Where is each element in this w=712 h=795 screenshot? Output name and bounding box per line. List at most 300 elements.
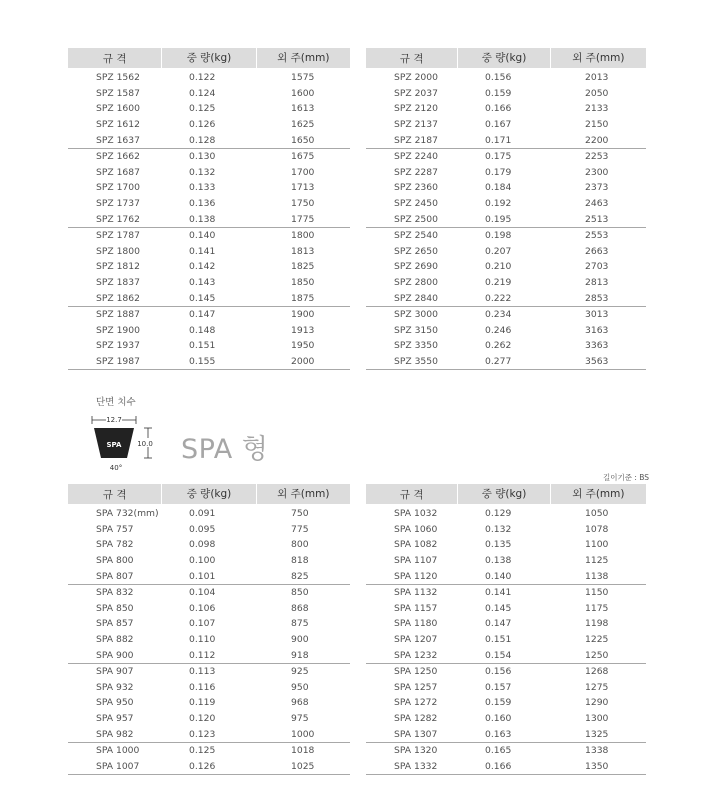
spec-cell: SPA 1007 bbox=[96, 760, 140, 772]
circumference-cell: 1813 bbox=[291, 245, 315, 257]
header-weight: 중 량(kg) bbox=[161, 48, 255, 68]
table-row bbox=[366, 663, 646, 680]
table-row bbox=[366, 148, 646, 165]
table-row bbox=[366, 338, 646, 354]
spec-cell: SPZ 2690 bbox=[394, 261, 438, 273]
circumference-cell: 1875 bbox=[291, 292, 315, 304]
table-row bbox=[68, 70, 350, 86]
table-row bbox=[366, 553, 646, 569]
spec-cell: SPA 1332 bbox=[394, 760, 438, 772]
weight-cell: 0.179 bbox=[485, 166, 512, 178]
weight-cell: 0.141 bbox=[189, 245, 216, 257]
table-row bbox=[366, 211, 646, 227]
circumference-cell: 1125 bbox=[585, 555, 609, 567]
circumference-cell: 1675 bbox=[291, 151, 315, 163]
circumference-cell: 825 bbox=[291, 570, 309, 582]
table-row bbox=[68, 506, 350, 522]
circumference-cell: 775 bbox=[291, 523, 309, 535]
angle-dimension: 40° bbox=[109, 464, 123, 472]
circumference-cell: 1198 bbox=[585, 618, 609, 630]
spec-cell: SPZ 1900 bbox=[96, 324, 140, 336]
table-row bbox=[68, 306, 350, 323]
weight-cell: 0.124 bbox=[189, 87, 216, 99]
circumference-cell: 1150 bbox=[585, 587, 609, 599]
spec-cell: SPZ 1800 bbox=[96, 245, 140, 257]
circumference-cell: 950 bbox=[291, 681, 309, 693]
weight-cell: 0.165 bbox=[485, 745, 512, 757]
table-row bbox=[366, 568, 646, 584]
spec-cell: SPZ 2500 bbox=[394, 213, 438, 225]
header-circumference: 외 주(mm) bbox=[256, 48, 350, 68]
spec-cell: SPA 1250 bbox=[394, 666, 438, 678]
spec-cell: SPA 800 bbox=[96, 555, 134, 567]
section-title: SPA 형 bbox=[181, 434, 269, 465]
table-row bbox=[366, 632, 646, 648]
table-row bbox=[366, 275, 646, 291]
weight-cell: 0.159 bbox=[485, 697, 512, 709]
table-row bbox=[366, 537, 646, 553]
spec-cell: SPZ 3000 bbox=[394, 309, 438, 321]
header-weight: 중 량(kg) bbox=[457, 48, 549, 68]
table-row bbox=[366, 742, 646, 759]
table-row bbox=[366, 506, 646, 522]
spec-cell: SPZ 1687 bbox=[96, 166, 140, 178]
weight-cell: 0.140 bbox=[189, 230, 216, 242]
circumference-cell: 1078 bbox=[585, 523, 609, 535]
circumference-cell: 1750 bbox=[291, 198, 315, 210]
circumference-cell: 1913 bbox=[291, 324, 315, 336]
spec-cell: SPZ 1637 bbox=[96, 134, 140, 146]
table-row bbox=[68, 695, 350, 711]
weight-cell: 0.123 bbox=[189, 728, 216, 740]
spec-cell: SPZ 2540 bbox=[394, 230, 438, 242]
weight-cell: 0.277 bbox=[485, 355, 512, 367]
table-row bbox=[68, 323, 350, 339]
circumference-cell: 850 bbox=[291, 587, 309, 599]
spec-cell: SPZ 2000 bbox=[394, 72, 438, 84]
spec-cell: SPZ 1700 bbox=[96, 182, 140, 194]
table-row bbox=[68, 259, 350, 275]
spec-cell: SPA 1157 bbox=[394, 602, 438, 614]
spec-cell: SPZ 2037 bbox=[394, 87, 438, 99]
spec-cell: SPA 1307 bbox=[394, 728, 438, 740]
table-row bbox=[68, 632, 350, 648]
header-weight: 중 량(kg) bbox=[161, 484, 255, 504]
height-dimension: 10.0 bbox=[137, 440, 153, 448]
table-row bbox=[68, 680, 350, 696]
weight-cell: 0.142 bbox=[189, 261, 216, 273]
spa-table-right bbox=[366, 484, 646, 775]
circumference-cell: 1350 bbox=[585, 760, 609, 772]
table-row bbox=[68, 584, 350, 601]
circumference-cell: 2813 bbox=[585, 277, 609, 289]
circumference-cell: 2553 bbox=[585, 230, 609, 242]
table-header bbox=[366, 484, 646, 504]
spec-cell: SPZ 1587 bbox=[96, 87, 140, 99]
table-row bbox=[366, 227, 646, 244]
table-header bbox=[68, 484, 350, 504]
table-row bbox=[366, 601, 646, 617]
weight-cell: 0.222 bbox=[485, 292, 512, 304]
spz-table-left bbox=[68, 48, 350, 370]
width-dimension: 12.7 bbox=[106, 416, 122, 424]
circumference-cell: 1100 bbox=[585, 539, 609, 551]
weight-cell: 0.125 bbox=[189, 745, 216, 757]
weight-cell: 0.110 bbox=[189, 634, 216, 646]
weight-cell: 0.151 bbox=[189, 340, 216, 352]
spec-cell: SPA 1082 bbox=[394, 539, 438, 551]
spec-cell: SPZ 3350 bbox=[394, 340, 438, 352]
spec-cell: SPA 932 bbox=[96, 681, 134, 693]
spec-cell: SPA 832 bbox=[96, 587, 134, 599]
spec-cell: SPA 1320 bbox=[394, 745, 438, 757]
circumference-cell: 1600 bbox=[291, 87, 315, 99]
table-row bbox=[68, 663, 350, 680]
circumference-cell: 975 bbox=[291, 713, 309, 725]
spec-cell: SPA 882 bbox=[96, 634, 134, 646]
circumference-cell: 2200 bbox=[585, 134, 609, 146]
weight-cell: 0.159 bbox=[485, 87, 512, 99]
header-spec: 규 격 bbox=[399, 52, 424, 65]
table-row bbox=[366, 86, 646, 102]
weight-cell: 0.154 bbox=[485, 649, 512, 661]
table-row bbox=[366, 584, 646, 601]
profile-label: SPA bbox=[106, 441, 122, 449]
spec-cell: SPA 950 bbox=[96, 697, 134, 709]
table-row bbox=[68, 568, 350, 584]
header-weight: 중 량(kg) bbox=[457, 484, 549, 504]
circumference-cell: 2253 bbox=[585, 151, 609, 163]
table-row bbox=[366, 101, 646, 117]
weight-cell: 0.148 bbox=[189, 324, 216, 336]
circumference-cell: 1225 bbox=[585, 634, 609, 646]
spec-cell: SPA 857 bbox=[96, 618, 134, 630]
spec-cell: SPZ 1787 bbox=[96, 230, 140, 242]
circumference-cell: 1800 bbox=[291, 230, 315, 242]
spec-cell: SPZ 2360 bbox=[394, 182, 438, 194]
weight-cell: 0.128 bbox=[189, 134, 216, 146]
circumference-cell: 1250 bbox=[585, 649, 609, 661]
table-row bbox=[366, 244, 646, 260]
weight-cell: 0.157 bbox=[485, 681, 512, 693]
spec-cell: SPZ 1662 bbox=[96, 151, 140, 163]
circumference-cell: 2013 bbox=[585, 72, 609, 84]
spec-cell: SPA 732(mm) bbox=[96, 508, 159, 520]
weight-cell: 0.091 bbox=[189, 508, 216, 520]
table-row bbox=[68, 86, 350, 102]
spec-cell: SPA 1207 bbox=[394, 634, 438, 646]
spec-cell: SPA 1000 bbox=[96, 745, 140, 757]
circumference-cell: 918 bbox=[291, 649, 309, 661]
table-row bbox=[366, 680, 646, 696]
circumference-cell: 925 bbox=[291, 666, 309, 678]
spec-cell: SPZ 2240 bbox=[394, 151, 438, 163]
spec-cell: SPZ 1937 bbox=[96, 340, 140, 352]
weight-cell: 0.166 bbox=[485, 103, 512, 115]
spec-cell: SPZ 1862 bbox=[96, 292, 140, 304]
circumference-cell: 1018 bbox=[291, 745, 315, 757]
weight-cell: 0.246 bbox=[485, 324, 512, 336]
spec-cell: SPA 1232 bbox=[394, 649, 438, 661]
section-label: 단면 치수 bbox=[96, 397, 136, 408]
table-row bbox=[68, 132, 350, 148]
weight-cell: 0.132 bbox=[485, 523, 512, 535]
table-row bbox=[68, 196, 350, 212]
table-row bbox=[68, 647, 350, 663]
table-row bbox=[68, 601, 350, 617]
weight-cell: 0.145 bbox=[189, 292, 216, 304]
weight-cell: 0.112 bbox=[189, 649, 216, 661]
spec-cell: SPA 807 bbox=[96, 570, 134, 582]
weight-cell: 0.175 bbox=[485, 151, 512, 163]
weight-cell: 0.143 bbox=[189, 277, 216, 289]
spec-cell: SPZ 1887 bbox=[96, 309, 140, 321]
weight-cell: 0.138 bbox=[485, 555, 512, 567]
weight-cell: 0.133 bbox=[189, 182, 216, 194]
circumference-cell: 1825 bbox=[291, 261, 315, 273]
circumference-cell: 3013 bbox=[585, 309, 609, 321]
spec-cell: SPZ 1837 bbox=[96, 277, 140, 289]
circumference-cell: 1300 bbox=[585, 713, 609, 725]
header-spec: 규 격 bbox=[399, 488, 424, 501]
weight-cell: 0.095 bbox=[189, 523, 216, 535]
table-row bbox=[68, 354, 350, 370]
length-standard-note: 길이기준 : BS bbox=[603, 473, 650, 482]
weight-cell: 0.207 bbox=[485, 245, 512, 257]
weight-cell: 0.129 bbox=[485, 508, 512, 520]
table-row bbox=[366, 695, 646, 711]
table-body bbox=[68, 70, 350, 370]
weight-cell: 0.120 bbox=[189, 713, 216, 725]
circumference-cell: 1950 bbox=[291, 340, 315, 352]
table-row bbox=[68, 244, 350, 260]
table-header bbox=[366, 48, 646, 68]
weight-cell: 0.126 bbox=[189, 760, 216, 772]
table-body bbox=[366, 506, 646, 775]
circumference-cell: 1138 bbox=[585, 570, 609, 582]
spec-cell: SPZ 2450 bbox=[394, 198, 438, 210]
weight-cell: 0.100 bbox=[189, 555, 216, 567]
circumference-cell: 900 bbox=[291, 634, 309, 646]
spec-cell: SPA 900 bbox=[96, 649, 134, 661]
table-row bbox=[68, 101, 350, 117]
table-row bbox=[366, 165, 646, 181]
table-row bbox=[68, 117, 350, 133]
spec-cell: SPA 782 bbox=[96, 539, 134, 551]
table-row bbox=[68, 338, 350, 354]
table-row bbox=[366, 759, 646, 775]
spec-cell: SPA 1257 bbox=[394, 681, 438, 693]
spec-cell: SPZ 1562 bbox=[96, 72, 140, 84]
circumference-cell: 1050 bbox=[585, 508, 609, 520]
circumference-cell: 1900 bbox=[291, 309, 315, 321]
spec-cell: SPZ 1762 bbox=[96, 213, 140, 225]
circumference-cell: 2150 bbox=[585, 119, 609, 131]
circumference-cell: 2373 bbox=[585, 182, 609, 194]
spec-cell: SPZ 3550 bbox=[394, 355, 438, 367]
table-row bbox=[366, 354, 646, 370]
header-spec: 규 격 bbox=[102, 488, 127, 501]
weight-cell: 0.104 bbox=[189, 587, 216, 599]
spec-cell: SPA 1180 bbox=[394, 618, 438, 630]
circumference-cell: 750 bbox=[291, 508, 309, 520]
header-spec: 규 격 bbox=[102, 52, 127, 65]
weight-cell: 0.113 bbox=[189, 666, 216, 678]
spec-cell: SPA 957 bbox=[96, 713, 134, 725]
table-row bbox=[366, 647, 646, 663]
circumference-cell: 1000 bbox=[291, 728, 315, 740]
header-circumference: 외 주(mm) bbox=[550, 484, 646, 504]
table-row bbox=[366, 132, 646, 148]
weight-cell: 0.151 bbox=[485, 634, 512, 646]
spec-cell: SPZ 1987 bbox=[96, 355, 140, 367]
circumference-cell: 2853 bbox=[585, 292, 609, 304]
weight-cell: 0.163 bbox=[485, 728, 512, 740]
table-row bbox=[68, 742, 350, 759]
circumference-cell: 1713 bbox=[291, 182, 315, 194]
weight-cell: 0.155 bbox=[189, 355, 216, 367]
spec-cell: SPA 907 bbox=[96, 666, 134, 678]
weight-cell: 0.195 bbox=[485, 213, 512, 225]
table-row bbox=[366, 180, 646, 196]
spec-cell: SPZ 2840 bbox=[394, 292, 438, 304]
weight-cell: 0.198 bbox=[485, 230, 512, 242]
circumference-cell: 1290 bbox=[585, 697, 609, 709]
spec-cell: SPA 1032 bbox=[394, 508, 438, 520]
spec-cell: SPZ 2800 bbox=[394, 277, 438, 289]
table-row bbox=[68, 211, 350, 227]
spec-cell: SPZ 2120 bbox=[394, 103, 438, 115]
circumference-cell: 2133 bbox=[585, 103, 609, 115]
table-row bbox=[68, 537, 350, 553]
weight-cell: 0.147 bbox=[189, 309, 216, 321]
circumference-cell: 2050 bbox=[585, 87, 609, 99]
table-body bbox=[68, 506, 350, 775]
spz-table-right bbox=[366, 48, 646, 370]
weight-cell: 0.219 bbox=[485, 277, 512, 289]
circumference-cell: 1625 bbox=[291, 119, 315, 131]
weight-cell: 0.116 bbox=[189, 681, 216, 693]
table-row bbox=[366, 616, 646, 632]
weight-cell: 0.136 bbox=[189, 198, 216, 210]
spec-cell: SPZ 3150 bbox=[394, 324, 438, 336]
weight-cell: 0.140 bbox=[485, 570, 512, 582]
table-header bbox=[68, 48, 350, 68]
table-row bbox=[68, 148, 350, 165]
header-circumference: 외 주(mm) bbox=[256, 484, 350, 504]
spec-cell: SPA 1120 bbox=[394, 570, 438, 582]
table-row bbox=[366, 522, 646, 538]
spa-table-left bbox=[68, 484, 350, 775]
circumference-cell: 1175 bbox=[585, 602, 609, 614]
spec-cell: SPZ 2137 bbox=[394, 119, 438, 131]
circumference-cell: 875 bbox=[291, 618, 309, 630]
circumference-cell: 868 bbox=[291, 602, 309, 614]
table-row bbox=[366, 117, 646, 133]
circumference-cell: 2663 bbox=[585, 245, 609, 257]
weight-cell: 0.210 bbox=[485, 261, 512, 273]
circumference-cell: 1338 bbox=[585, 745, 609, 757]
spec-cell: SPZ 1600 bbox=[96, 103, 140, 115]
weight-cell: 0.160 bbox=[485, 713, 512, 725]
spec-cell: SPA 1060 bbox=[394, 523, 438, 535]
circumference-cell: 2000 bbox=[291, 355, 315, 367]
spec-cell: SPZ 1812 bbox=[96, 261, 140, 273]
weight-cell: 0.156 bbox=[485, 72, 512, 84]
table-row bbox=[68, 275, 350, 291]
weight-cell: 0.098 bbox=[189, 539, 216, 551]
table-row bbox=[68, 616, 350, 632]
circumference-cell: 3363 bbox=[585, 340, 609, 352]
weight-cell: 0.119 bbox=[189, 697, 216, 709]
circumference-cell: 1325 bbox=[585, 728, 609, 740]
spec-cell: SPZ 2287 bbox=[394, 166, 438, 178]
weight-cell: 0.184 bbox=[485, 182, 512, 194]
weight-cell: 0.130 bbox=[189, 151, 216, 163]
weight-cell: 0.132 bbox=[189, 166, 216, 178]
table-row bbox=[68, 290, 350, 306]
weight-cell: 0.192 bbox=[485, 198, 512, 210]
weight-cell: 0.107 bbox=[189, 618, 216, 630]
table-row bbox=[366, 323, 646, 339]
spec-cell: SPA 982 bbox=[96, 728, 134, 740]
spa-cross-section-diagram bbox=[90, 410, 170, 472]
circumference-cell: 1575 bbox=[291, 72, 315, 84]
table-row bbox=[68, 180, 350, 196]
table-body bbox=[366, 70, 646, 370]
circumference-cell: 1700 bbox=[291, 166, 315, 178]
spec-cell: SPZ 2187 bbox=[394, 134, 438, 146]
table-row bbox=[366, 259, 646, 275]
circumference-cell: 1275 bbox=[585, 681, 609, 693]
weight-cell: 0.145 bbox=[485, 602, 512, 614]
circumference-cell: 2300 bbox=[585, 166, 609, 178]
weight-cell: 0.122 bbox=[189, 72, 216, 84]
weight-cell: 0.156 bbox=[485, 666, 512, 678]
weight-cell: 0.101 bbox=[189, 570, 216, 582]
weight-cell: 0.262 bbox=[485, 340, 512, 352]
spec-cell: SPZ 2650 bbox=[394, 245, 438, 257]
circumference-cell: 1268 bbox=[585, 666, 609, 678]
circumference-cell: 800 bbox=[291, 539, 309, 551]
table-row bbox=[68, 227, 350, 244]
table-row bbox=[366, 711, 646, 727]
table-row bbox=[366, 726, 646, 742]
spec-cell: SPA 1132 bbox=[394, 587, 438, 599]
spec-cell: SPA 850 bbox=[96, 602, 134, 614]
spec-cell: SPA 1107 bbox=[394, 555, 438, 567]
spec-cell: SPA 1282 bbox=[394, 713, 438, 725]
weight-cell: 0.141 bbox=[485, 587, 512, 599]
weight-cell: 0.135 bbox=[485, 539, 512, 551]
circumference-cell: 1613 bbox=[291, 103, 315, 115]
table-row bbox=[68, 553, 350, 569]
table-row bbox=[68, 165, 350, 181]
circumference-cell: 1775 bbox=[291, 213, 315, 225]
circumference-cell: 1850 bbox=[291, 277, 315, 289]
table-row bbox=[366, 70, 646, 86]
table-row bbox=[68, 711, 350, 727]
circumference-cell: 3563 bbox=[585, 355, 609, 367]
circumference-cell: 968 bbox=[291, 697, 309, 709]
weight-cell: 0.171 bbox=[485, 134, 512, 146]
table-row bbox=[366, 306, 646, 323]
table-row bbox=[68, 759, 350, 775]
circumference-cell: 2703 bbox=[585, 261, 609, 273]
weight-cell: 0.147 bbox=[485, 618, 512, 630]
weight-cell: 0.138 bbox=[189, 213, 216, 225]
weight-cell: 0.234 bbox=[485, 309, 512, 321]
